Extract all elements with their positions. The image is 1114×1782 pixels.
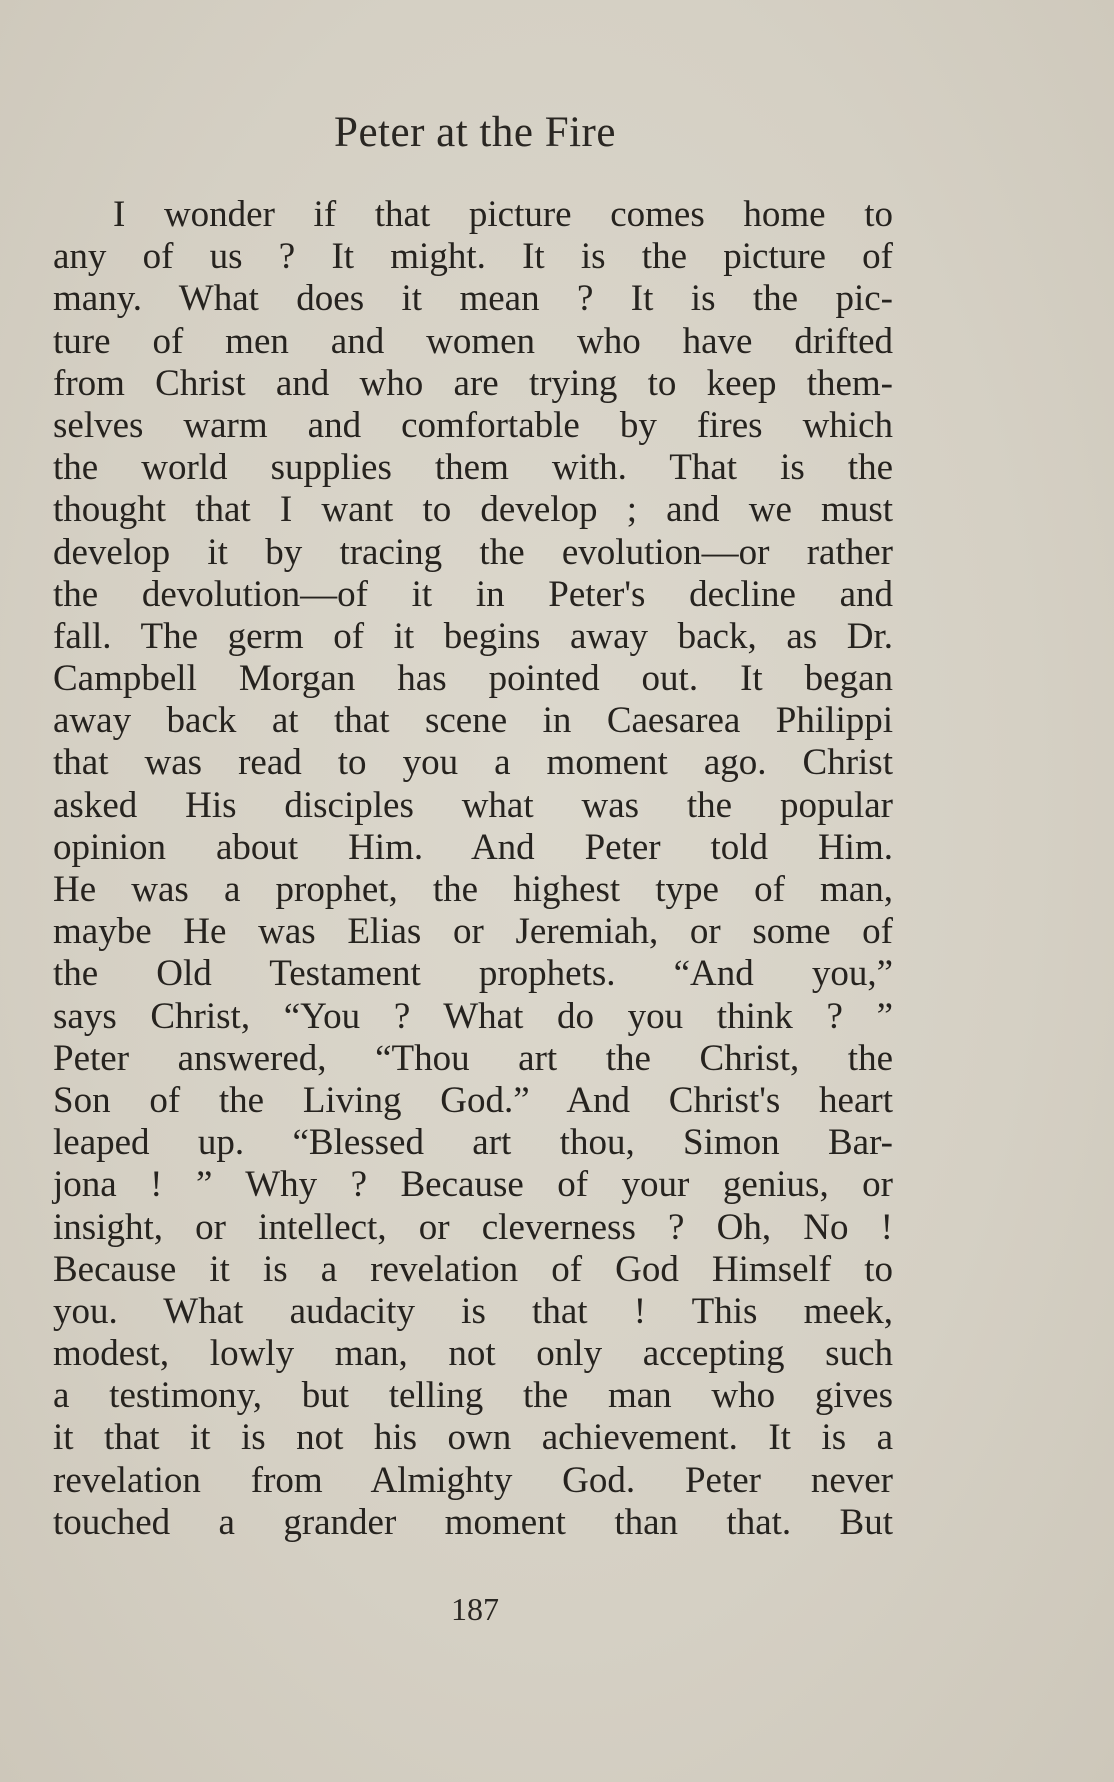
text-line: revelation from Almighty God. Peter never [53,1459,893,1501]
text-line: Because it is a revelation of God Himself to [53,1248,893,1290]
text-line: from Christ and who are trying to keep them- [53,362,893,404]
page-number: 187 [451,1591,499,1627]
text-line: thought that I want to develop ; and we must [53,489,893,531]
body-text [53,194,893,1544]
text-line: touched a grander moment than that. But [53,1501,893,1543]
text-line: opinion about Him. And Peter told Him. [53,826,893,868]
text-line: you. What audacity is that ! This meek, [53,1290,893,1332]
text-line: modest, lowly man, not only accepting such [53,1333,893,1375]
text-line: fall. The germ of it begins away back, as Dr. [53,615,893,657]
text-line: says Christ, “You ? What do you think ? ” [53,995,893,1037]
text-line: a testimony, but telling the man who gives [53,1375,893,1417]
text-line: away back at that scene in Caesarea Philippi [53,700,893,742]
text-line: that was read to you a moment ago. Christ [53,742,893,784]
text-line: develop it by tracing the evolution—or rather [53,531,893,573]
text-line: jona ! ” Why ? Because of your genius, or [53,1164,893,1206]
text-line: Campbell Morgan has pointed out. It began [53,658,893,700]
text-line: I wonder if that picture comes home to [113,194,893,235]
text-line: the devolution—of it in Peter's decline and [53,573,893,615]
text-line: leaped up. “Blessed art thou, Simon Bar- [53,1122,893,1164]
text-line: insight, or intellect, or cleverness ? Oh, No ! [53,1206,893,1248]
text-line: many. What does it mean ? It is the pic- [53,278,893,320]
text-line: any of us ? It might. It is the picture of [53,236,893,278]
text-line: it that it is not his own achievement. It is a [53,1417,893,1459]
text-line: asked His disciples what was the popular [53,784,893,826]
text-line: selves warm and comfortable by fires which [53,404,893,446]
text-line: He was a prophet, the highest type of man, [53,869,893,910]
text-line: Peter answered, “Thou art the Christ, the [53,1037,893,1079]
page-title: Peter at the Fire [334,109,616,156]
text-line: maybe He was Elias or Jeremiah, or some of [53,911,893,953]
text-line: the world supplies them with. That is the [53,447,893,489]
text-line: the Old Testament prophets. “And you,” [53,953,893,995]
text-line: Son of the Living God.” And Christ's heart [53,1079,893,1121]
text-line: ture of men and women who have drifted [53,320,893,362]
